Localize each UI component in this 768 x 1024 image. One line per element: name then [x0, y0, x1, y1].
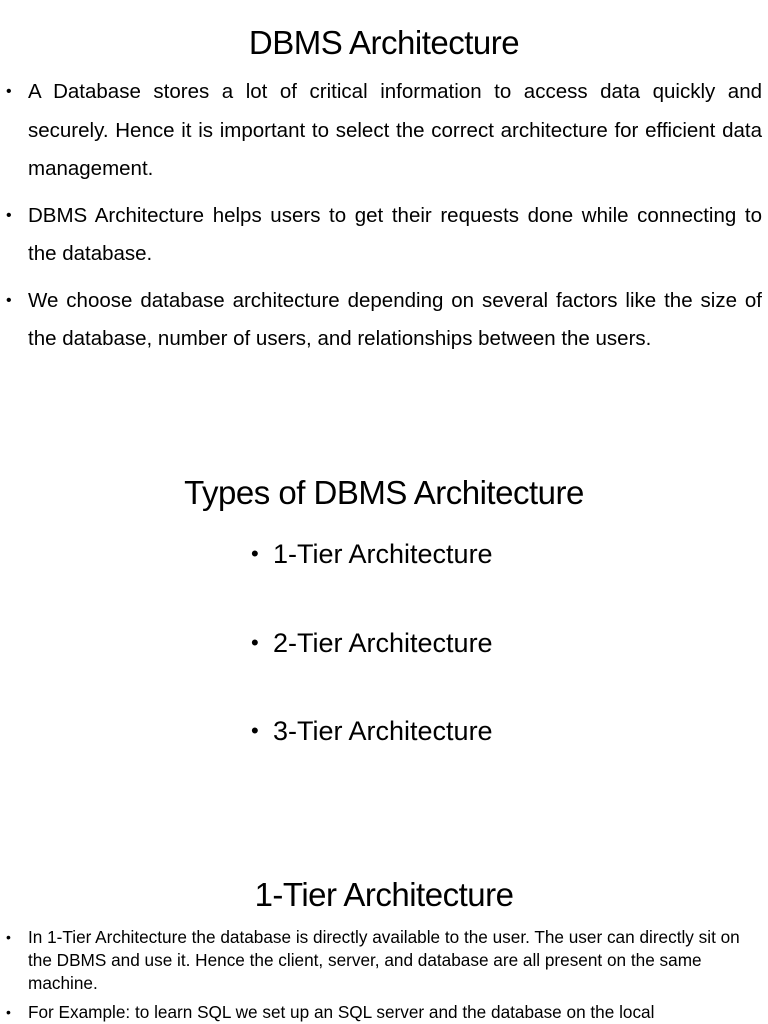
bullet-item	[6, 197, 762, 274]
bullet-icon: •	[251, 541, 259, 566]
slide-dbms-architecture	[0, 0, 768, 410]
bullet-text: For Example: to learn SQL we set up an SQL server and the database on the local	[28, 1002, 655, 1022]
bullet-text: We choose database architecture depending on several factors like the size of the database, number of users, and relationships between the users.	[28, 288, 762, 350]
bullet-item	[6, 73, 762, 189]
bullet-item	[6, 1001, 764, 1024]
bullet-item	[6, 282, 762, 359]
bullet-text: In 1-Tier Architecture the database is directly available to the user. The user can directly sit on the DBMS and use it. Hence the client, server, and database are all present on the same machine.	[28, 927, 740, 993]
slide-1-tier-architecture	[0, 862, 768, 1024]
slide-title: 1-Tier Architecture	[254, 876, 514, 913]
bullet-icon: •	[6, 291, 12, 309]
bullet-icon: •	[6, 206, 12, 224]
bullet-item	[6, 926, 764, 995]
slide-title: DBMS Architecture	[248, 24, 520, 61]
bullet-icon: •	[6, 83, 12, 100]
architecture-type-item	[251, 536, 493, 572]
architecture-types-list	[251, 536, 493, 790]
bullet-list	[6, 926, 764, 1024]
slide-title: Types of DBMS Architecture	[184, 474, 584, 511]
architecture-type-label: 1-Tier Architecture	[273, 539, 493, 569]
architecture-type-item	[251, 625, 493, 661]
slide-types-of-dbms-architecture	[0, 460, 768, 790]
bullet-text: A Database stores a lot of critical information to access data quickly and securely. Hence it is important to select the correct architecture for efficient data management.	[28, 80, 762, 180]
bullet-icon: •	[251, 629, 259, 655]
bullet-icon: •	[6, 1004, 11, 1020]
bullet-icon: •	[6, 929, 11, 945]
architecture-type-label: 2-Tier Architecture	[273, 627, 493, 658]
bullet-icon: •	[251, 718, 259, 743]
bullet-list	[6, 73, 762, 367]
architecture-type-label: 3-Tier Architecture	[273, 716, 493, 746]
architecture-type-item	[251, 713, 493, 749]
bullet-text: DBMS Architecture helps users to get their requests done while connecting to the database.	[28, 203, 762, 265]
